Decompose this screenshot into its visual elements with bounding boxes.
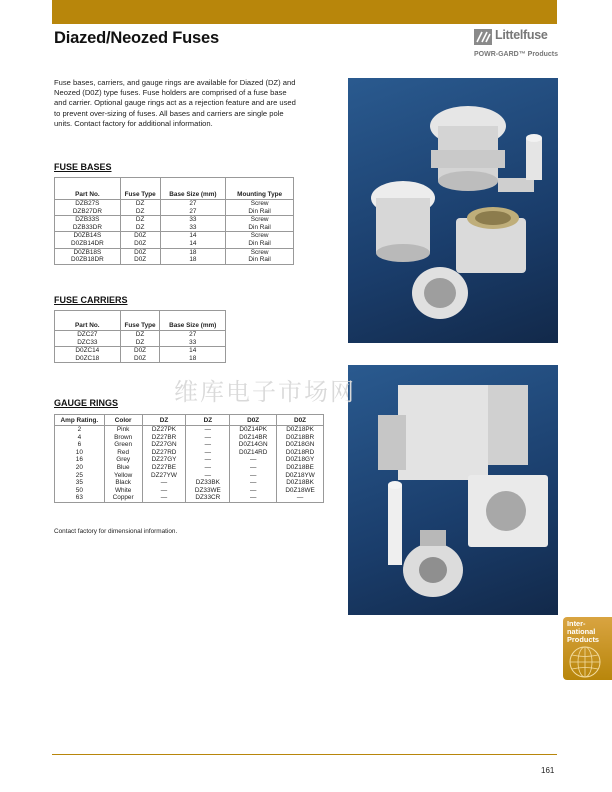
column-header: Color <box>104 415 142 426</box>
brand-subtitle: POWR-GARD™ Products <box>474 51 558 58</box>
fuse-bases-heading: FUSE BASES <box>54 162 112 172</box>
footnote: Contact factory for dimensional information. <box>54 528 178 535</box>
table-cell: 27 27 <box>160 200 226 216</box>
table-cell: 2 4 6 10 16 20 25 35 50 63 <box>55 426 105 503</box>
table-cell: DZB33S DZB33DR <box>55 216 121 232</box>
table-cell: 27 33 <box>160 331 226 347</box>
watermark: 维库电子市场网 <box>174 378 356 406</box>
table-cell: Pink Brown Green Red Grey Blue Yellow Black White Copper <box>104 426 142 503</box>
table-cell: D0Z14PK D0Z14BR D0Z14GN D0Z14RD — — — — — — <box>230 426 277 503</box>
column-header: Part No. <box>55 311 121 331</box>
table-cell: Screw Din Rail <box>226 232 294 248</box>
table-cell: D0ZC14 D0ZC18 <box>55 347 121 363</box>
gauge-rings-table <box>54 414 324 503</box>
table-cell: D0ZB14S D0ZB14DR <box>55 232 121 248</box>
column-header: DZ <box>142 415 186 426</box>
table-row <box>55 331 226 347</box>
column-header: D0Z <box>277 415 324 426</box>
gauge-rings-heading: GAUGE RINGS <box>54 398 119 408</box>
page-title: Diazed/Neozed Fuses <box>54 29 219 47</box>
international-products-tab[interactable] <box>563 617 612 680</box>
column-header: Base Size (mm) <box>160 311 226 331</box>
table-cell: D0Z18PK D0Z18BR D0Z18GN D0Z18RD D0Z18GY D0Z18BE D0Z18YW D0Z18BK D0Z18WE — <box>277 426 324 503</box>
fuse-bases-table <box>54 177 294 265</box>
table-row <box>55 200 294 216</box>
table-cell: D0Z D0Z <box>120 232 160 248</box>
page-number: 161 <box>541 766 555 775</box>
header-bar <box>52 0 557 24</box>
table-cell: DZB27S DZB27DR <box>55 200 121 216</box>
intro-paragraph: Fuse bases, carriers, and gauge rings are available for Diazed (DZ) and Neozed (D0Z) type fuses. Fuse holders are comprised of a fuse base and carrier. Optional gauge rings act as a rejection feature and are used to prevent over-sizing of fuses. All bases and carriers are single pole units. Contact factory for additional information. <box>54 78 296 128</box>
table-row <box>55 232 294 248</box>
table-row <box>55 248 294 264</box>
brand-name: Littelfuse <box>495 28 548 42</box>
column-header: D0Z <box>230 415 277 426</box>
fuse-carriers-heading: FUSE CARRIERS <box>54 295 128 305</box>
fuse-carriers-photo <box>348 365 558 615</box>
table-cell: D0Z D0Z <box>120 248 160 264</box>
column-header: Fuse Type <box>120 178 160 200</box>
globe-icon <box>566 645 604 679</box>
table-cell: DZC27 DZC33 <box>55 331 121 347</box>
intl-tab-label: Inter- national Products <box>567 619 600 644</box>
column-header: Amp Rating. <box>55 415 105 426</box>
fuse-carriers-table <box>54 310 226 363</box>
column-header: Part No. <box>55 178 121 200</box>
fuse-bases-photo <box>348 78 558 343</box>
table-cell: DZ27PK DZ27BR DZ27GN DZ27RD DZ27GY DZ27BE DZ27YW — — — <box>142 426 186 503</box>
table-cell: 18 18 <box>160 248 226 264</box>
table-cell: Screw Din Rail <box>226 248 294 264</box>
footer-rule <box>52 754 557 755</box>
table-cell: D0ZB18S D0ZB18DR <box>55 248 121 264</box>
column-header: Fuse Type <box>120 311 160 331</box>
table-cell: 33 33 <box>160 216 226 232</box>
table-row <box>55 347 226 363</box>
column-header: Mounting Type <box>226 178 294 200</box>
table-cell: DZ DZ <box>120 331 160 347</box>
table-cell: Screw Din Rail <box>226 200 294 216</box>
table-row <box>55 216 294 232</box>
column-header: Base Size (mm) <box>160 178 226 200</box>
table-cell: 14 18 <box>160 347 226 363</box>
littelfuse-logo-icon <box>474 29 492 45</box>
brand-logo <box>474 29 558 63</box>
column-header: DZ <box>186 415 230 426</box>
table-cell: DZ DZ <box>120 216 160 232</box>
table-cell: Screw Din Rail <box>226 216 294 232</box>
table-cell: DZ DZ <box>120 200 160 216</box>
table-cell: D0Z D0Z <box>120 347 160 363</box>
table-cell: 14 14 <box>160 232 226 248</box>
table-cell: — — — — — — — DZ33BK DZ33WE DZ33CR <box>186 426 230 503</box>
